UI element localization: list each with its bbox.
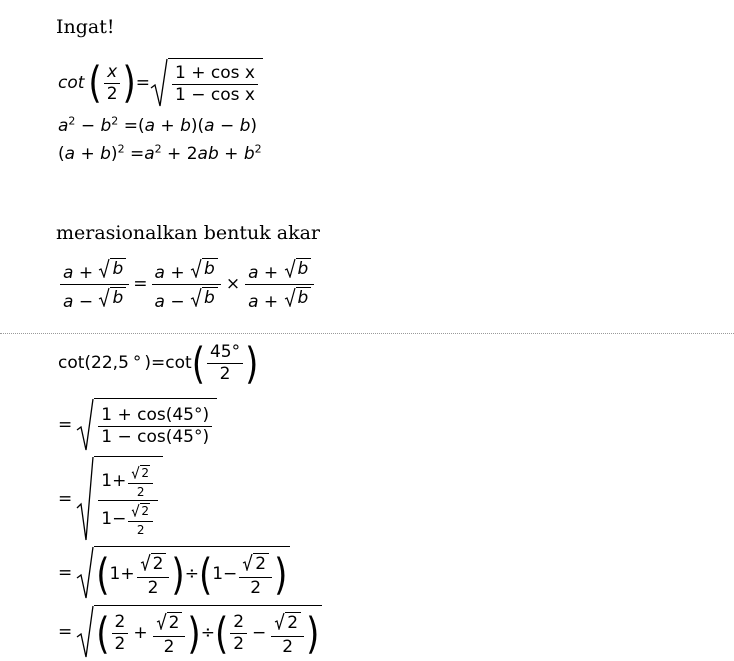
step-sqrt-cos45: = $\frac{1 + \cos(45^\circ)}{1 - \cos(45^\circ)}$ — [58, 398, 217, 452]
radical-sign-icon — [76, 398, 94, 452]
formula-cot-half-angle: cot ( $\frac{x}{2}$ ) = $\frac{\text{1 + cos x}}{\text{1 − cos x}}$ — [58, 58, 263, 108]
formula-square-of-sum: $(a + b)^2 =a^2 + 2ab + b^2$ — [58, 142, 262, 164]
formula-rationalize: a + b a − b = a + b a − b × a + b a + b — [58, 258, 316, 311]
radical-sign-icon — [76, 546, 94, 600]
step-sqrt-division: = ( 1 + $\frac{2}{2}$ ) ÷ ( 1 − $\frac{2}{2}$ ) — [58, 546, 290, 600]
fraction-x-over-2: $\frac{x}{2}$ — [104, 64, 121, 103]
section-divider — [0, 333, 734, 334]
step-cot-22-5: cot(22,5 ° ) = cot ( $\frac{45^\circ}{2}$ ) — [58, 338, 259, 389]
fraction-rhs-1: a + b a − b — [152, 258, 221, 311]
formula-difference-of-squares: $a^2 - b^2 =(a + b)(a - b)$ — [58, 114, 258, 136]
sqrt-cot-identity: $\frac{\text{1 + cos x}}{\text{1 − cos x}}$ — [150, 58, 263, 108]
heading-merasionalkan: merasionalkan bentuk akar — [56, 222, 321, 244]
radical-sign-icon — [76, 605, 94, 659]
radical-sign-icon — [76, 456, 94, 542]
cot-label: cot — [58, 72, 85, 93]
radical-sign-icon — [150, 58, 168, 108]
fraction-rhs-2: a + b a + b — [245, 258, 314, 311]
step-sqrt-root2: = 1 + $\frac{2}{2}$ 1 − $\frac{2}{2}$ — [58, 456, 163, 542]
fraction-lhs: a + b a − b — [60, 258, 129, 311]
step-sqrt-common-denominator: = ( $\frac{2}{2}$ + $\frac{2}{2}$ ) ÷ ( $\frac{2}{2}$ − $\frac{2}{2}$ ) — [58, 605, 322, 659]
heading-ingat: Ingat! — [56, 16, 115, 38]
